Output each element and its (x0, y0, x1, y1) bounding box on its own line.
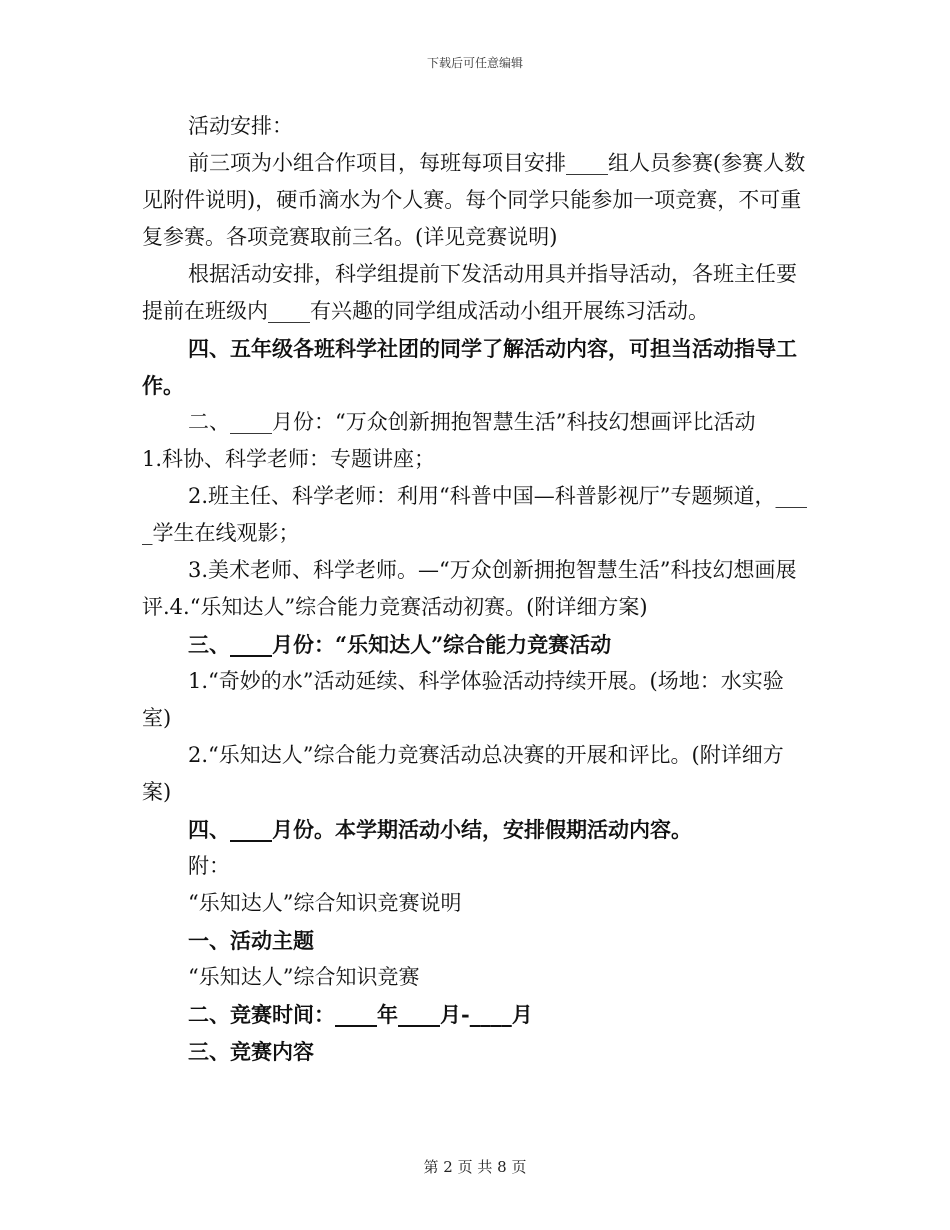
section-heading: 一、活动主题 (188, 928, 314, 953)
section-heading: 二、竞赛时间：____年____月-____月 (188, 1002, 533, 1027)
paragraph: 2.班主任、科学老师：利用“科普中国—科普影视厅”专题频道，____学生在线观影； (142, 484, 808, 545)
paragraph: 活动安排： (188, 114, 293, 138)
paragraph: 2.“乐知达人”综合能力竞赛活动总决赛的开展和评比。(附详细方案) (142, 743, 784, 804)
paragraph: “乐知达人”综合知识竞赛 (188, 965, 420, 989)
paragraph: 三、____月份：“乐知达人”综合能力竞赛活动 (188, 632, 612, 657)
paragraph: 根据活动安排，科学组提前下发活动用具并指导活动，各班主任要提前在班级内____有兴趣的同学组成活动小组开展练习活动。 (142, 262, 797, 323)
paragraph: 四、五年级各班科学社团的同学了解活动内容，可担当活动指导工作。 (142, 336, 797, 398)
page-header: 下载后可任意编辑 (426, 56, 523, 70)
paragraph: 1.“奇妙的水”活动延续、科学体验活动持续开展。(场地：水实验室) (142, 669, 784, 730)
paragraph: 二、____月份：“万众创新拥抱智慧生活”科技幻想画评比活动 (188, 410, 756, 434)
paragraph: 四、____月份。本学期活动小结，安排假期活动内容。 (188, 817, 692, 842)
page-footer: 第 2 页 共 8 页 (423, 1158, 527, 1176)
paragraph: 1.科协、科学老师：专题讲座； (142, 447, 436, 471)
paragraph: “乐知达人”综合知识竞赛说明 (188, 891, 462, 915)
section-heading: 三、竞赛内容 (188, 1039, 314, 1064)
paragraph: 附： (188, 854, 230, 878)
paragraph: 前三项为小组合作项目，每班每项目安排____组人员参赛(参赛人数见附件说明)，硬币滴水为个人赛。每个同学只能参加一项竞赛，不可重复参赛。各项竞赛取前三名。(详见竞赛说明) (142, 151, 806, 249)
document-body (142, 108, 808, 1070)
paragraph: 3.美术老师、科学老师。—“万众创新拥抱智慧生活”科技幻想画展评.4.“乐知达人”综合能力竞赛活动初赛。(附详细方案) (142, 558, 797, 619)
